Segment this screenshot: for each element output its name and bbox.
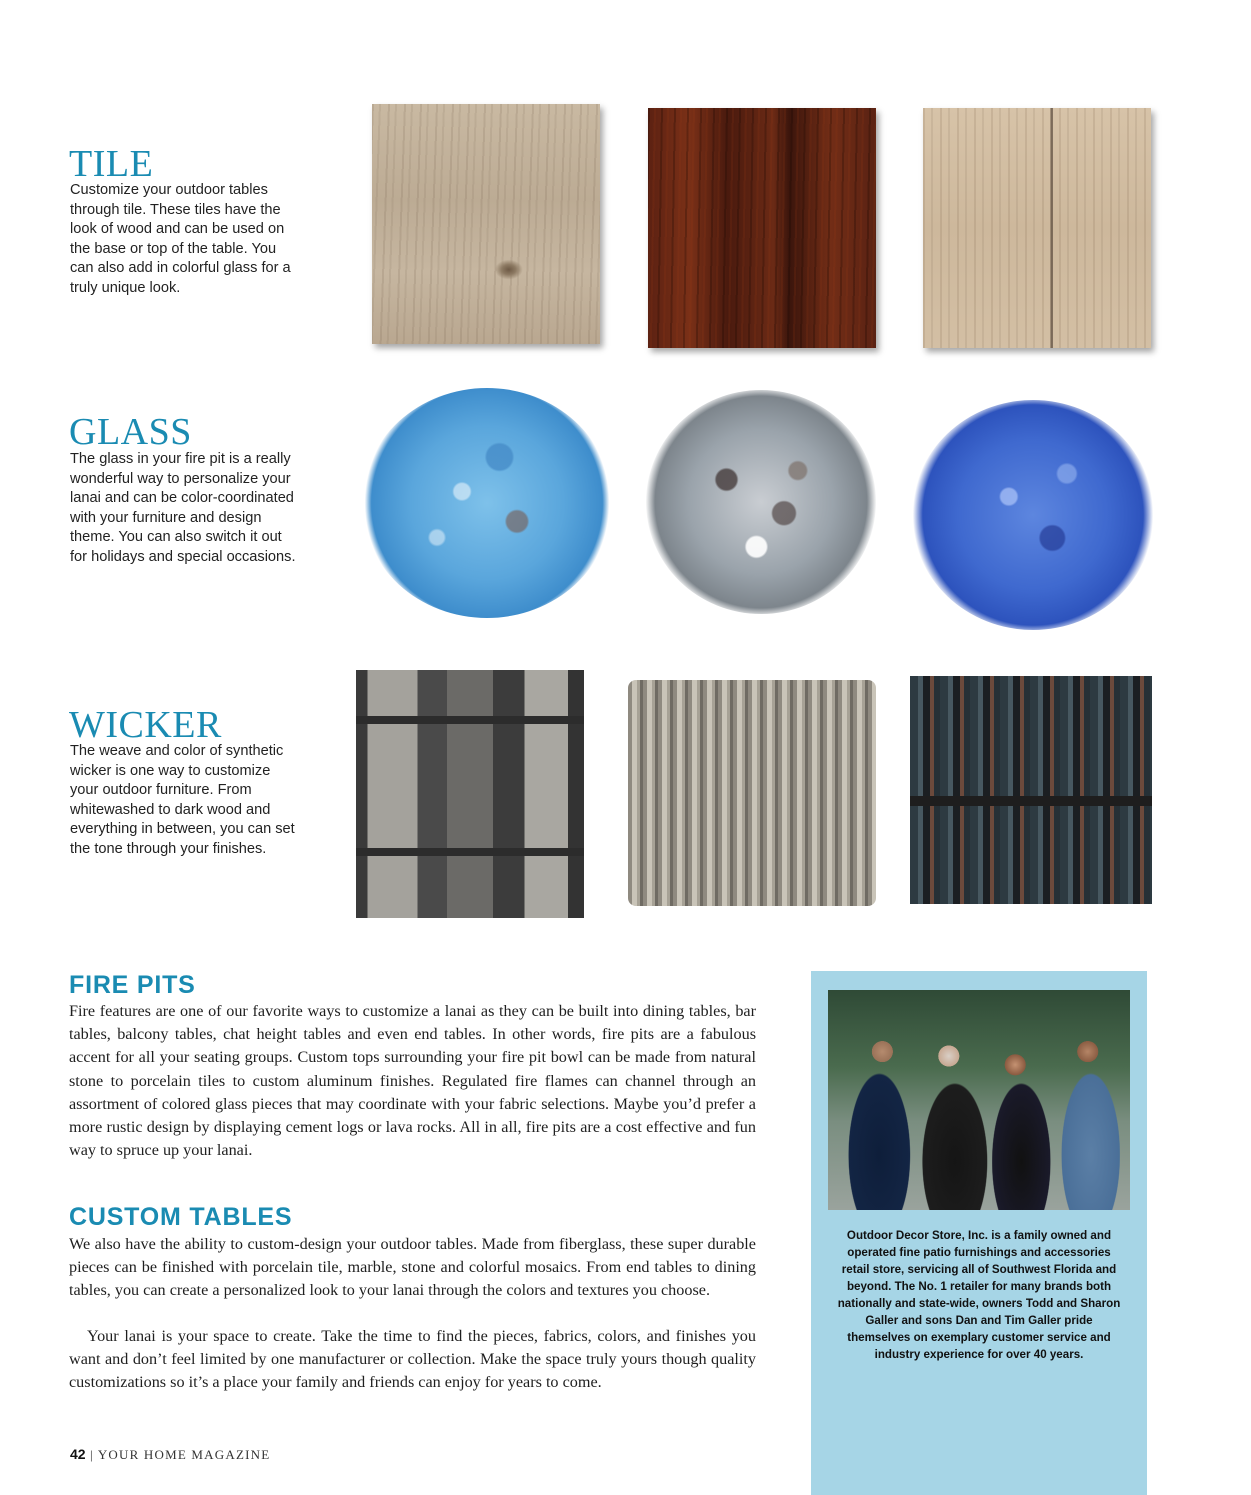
- wood-tile-dark-red: [648, 108, 876, 348]
- glass-swatch-light-blue: [362, 388, 612, 618]
- glass-description: The glass in your fire pit is a really wonderful way to personalize your lanai and can be color-coordinated with your furniture and design theme. You can also switch it out for holidays and special occasions.: [70, 451, 296, 565]
- sidebar-caption: Outdoor Decor Store, Inc. is a family owned and operated fine patio furnishings and accessories retail store, servicing all of Southwest Florida and beyond. The No. 1 retailer for many brands both nationally and state-wide, owners Todd and Sharon Galler and sons Dan and Tim Galler pride themselves on exemplary customer service and industry experience for over 40 years.: [837, 1229, 1121, 1361]
- closing-paragraph: Your lanai is your space to create. Take the time to find the pieces, fabrics, colors, and finishes you want and don’t feel limited by one manufacturer or collection. Make the space truly yours though quality customizations so it’s a place your family and friends can enjoy for years to come.: [69, 1327, 756, 1392]
- tile-heading: TILE: [69, 143, 154, 185]
- wicker-heading: WICKER: [69, 704, 222, 746]
- fire-pits-paragraph: Fire features are one of our favorite ways to customize a lanai as they can be built into dining tables, bar tables, balcony tables, chat height tables and even end tables. In other words, fire pits are a fabulous accent for all your seating groups. Custom tops surrounding your fire pit bowl can be made from natural stone to porcelain tiles to custom aluminum finishes. Regulated fire flames can channel through an assortment of colored glass pieces that may coordinate with your fabric selections. Maybe you’d prefer a more rustic design by displaying cement logs or lava rocks. All in all, fire pits are a cost effective and fun way to spruce up your lanai.: [69, 1002, 756, 1160]
- wicker-swatch-gray-flat-weave: [356, 670, 584, 918]
- fire-pits-heading: FIRE PITS: [69, 971, 196, 999]
- footer-separator: |: [85, 1447, 98, 1462]
- wicker-description: The weave and color of synthetic wicker is one way to customize your outdoor furniture. From whitewashed to dark wood and everything in between, you can set the tone through your finishes.: [70, 743, 295, 857]
- page-footer: [70, 1446, 270, 1463]
- wood-tile-natural: [923, 108, 1151, 348]
- glass-swatch-cobalt-blue: [912, 400, 1154, 630]
- tile-description: Customize your outdoor tables through tile. These tiles have the look of wood and can be used on the base or top of the table. You can also add in colorful glass for a truly unique look.: [70, 182, 291, 296]
- wicker-swatch-braided-taupe: [628, 680, 876, 906]
- publication-name: YOUR HOME MAGAZINE: [97, 1447, 271, 1462]
- glass-swatch-silver: [646, 390, 876, 614]
- wood-tile-light-gray: [372, 104, 600, 344]
- custom-tables-heading: CUSTOM TABLES: [69, 1203, 293, 1231]
- family-photo: [828, 990, 1130, 1210]
- wicker-swatch-dark-round: [910, 676, 1152, 904]
- custom-tables-paragraph: We also have the ability to custom-design your outdoor tables. Made from fiberglass, these super durable pieces can be finished with porcelain tile, marble, stone and colorful mosaics. From end tables to dining tables, you can create a personalized look to your lanai through the colors and textures you choose.: [69, 1235, 756, 1300]
- glass-heading: GLASS: [69, 411, 192, 453]
- page-number: 42: [70, 1446, 86, 1462]
- company-sidebar: [811, 971, 1147, 1495]
